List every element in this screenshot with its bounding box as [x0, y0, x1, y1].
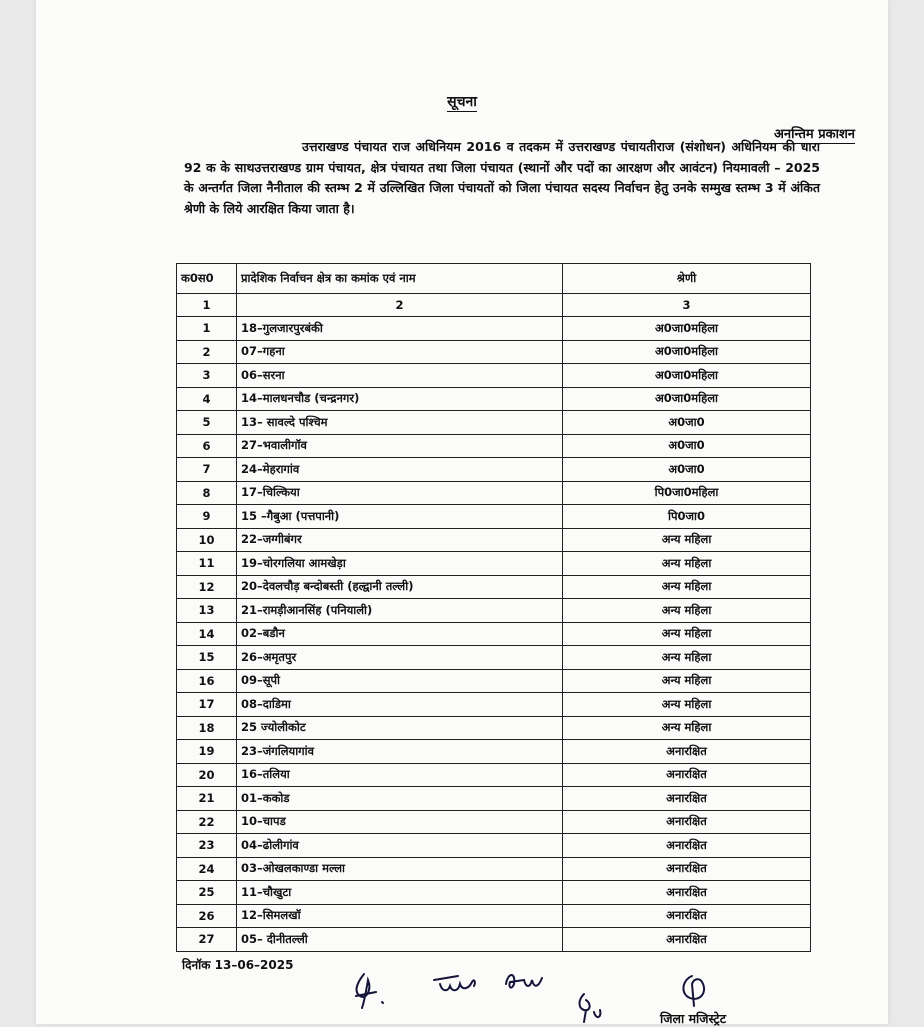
serial-number-cell: 22: [177, 810, 237, 834]
constituency-cell: 12–सिमलखॉ: [237, 904, 563, 928]
serial-number-cell: 18: [177, 716, 237, 740]
category-cell: अनारक्षित: [563, 928, 811, 952]
category-cell: अनारक्षित: [563, 740, 811, 764]
constituency-cell: 01–ककोड: [237, 787, 563, 811]
constituency-cell: 17–चिल्किया: [237, 481, 563, 505]
notice-date: दिनॉक 13–06–2025: [182, 958, 294, 972]
table-row: [177, 810, 811, 834]
category-cell: पि0जा0महिला: [563, 481, 811, 505]
table-row: [177, 928, 811, 952]
constituency-cell: 02–बडौन: [237, 622, 563, 646]
table-row: [177, 599, 811, 623]
category-cell: अनारक्षित: [563, 810, 811, 834]
serial-number-cell: 14: [177, 622, 237, 646]
constituency-cell: 13– सावल्दे पश्चिम: [237, 411, 563, 435]
serial-number-cell: 2: [177, 340, 237, 364]
table-row: [177, 716, 811, 740]
table-row: [177, 481, 811, 505]
table-header-row: [177, 264, 811, 294]
table-row: [177, 434, 811, 458]
serial-number-cell: 7: [177, 458, 237, 482]
category-cell: अन्य महिला: [563, 646, 811, 670]
serial-number-cell: 21: [177, 787, 237, 811]
constituency-cell: 10–चापड: [237, 810, 563, 834]
constituency-cell: 08–दाडिमा: [237, 693, 563, 717]
category-cell: अ0जा0: [563, 411, 811, 435]
category-cell: अनारक्षित: [563, 787, 811, 811]
serial-number-cell: 26: [177, 904, 237, 928]
constituency-cell: 25 ज्योलीकोट: [237, 716, 563, 740]
table-row: [177, 317, 811, 341]
header-category: श्रेणी: [563, 264, 811, 294]
table-row: [177, 552, 811, 576]
signature-4: [570, 990, 614, 1024]
table-row: [177, 693, 811, 717]
table-row: [177, 669, 811, 693]
category-cell: अनारक्षित: [563, 904, 811, 928]
serial-number-cell: 19: [177, 740, 237, 764]
serial-number-cell: 11: [177, 552, 237, 576]
table-row: [177, 763, 811, 787]
table-row: [177, 387, 811, 411]
table-row: [177, 881, 811, 905]
notice-title: सूचना: [447, 94, 477, 110]
category-cell: अन्य महिला: [563, 693, 811, 717]
table-row: [177, 787, 811, 811]
table-row: [177, 575, 811, 599]
constituency-cell: 20–देवलचौड़ बन्दोबस्ती (हल्द्वानी तल्ली): [237, 575, 563, 599]
serial-number-cell: 24: [177, 857, 237, 881]
constituency-cell: 06–सरना: [237, 364, 563, 388]
constituency-cell: 19–चोरगलिया आमखेड़ा: [237, 552, 563, 576]
table-row: [177, 458, 811, 482]
table-row: [177, 340, 811, 364]
signature-2: [428, 962, 482, 1002]
constituency-cell: 23–जंगलियागांव: [237, 740, 563, 764]
serial-number-cell: 17: [177, 693, 237, 717]
category-cell: अनारक्षित: [563, 763, 811, 787]
serial-number-cell: 13: [177, 599, 237, 623]
table-row: [177, 505, 811, 529]
table-column-number-row: [177, 294, 811, 317]
column-number-3: 3: [563, 294, 811, 317]
signature-1: [346, 962, 396, 1012]
constituency-cell: 11–चौखुटा: [237, 881, 563, 905]
constituency-cell: 03–ओखलकाण्डा मल्ला: [237, 857, 563, 881]
constituency-cell: 07–गहना: [237, 340, 563, 364]
serial-number-cell: 25: [177, 881, 237, 905]
constituency-cell: 26–अमृतपुर: [237, 646, 563, 670]
constituency-cell: 15 –गैबुआ (पत्तपानी): [237, 505, 563, 529]
category-cell: अनारक्षित: [563, 881, 811, 905]
reservation-table: [176, 263, 811, 952]
serial-number-cell: 10: [177, 528, 237, 552]
table-row: [177, 740, 811, 764]
serial-number-cell: 15: [177, 646, 237, 670]
constituency-cell: 04–ढोलीगांव: [237, 834, 563, 858]
notice-subtitle: अनन्तिम प्रकाशन: [773, 127, 855, 142]
category-cell: अ0जा0महिला: [563, 317, 811, 341]
column-number-1: 1: [177, 294, 237, 317]
table-row: [177, 364, 811, 388]
category-cell: अ0जा0: [563, 458, 811, 482]
serial-number-cell: 27: [177, 928, 237, 952]
column-number-2: 2: [237, 294, 563, 317]
table-row: [177, 411, 811, 435]
notice-intro-paragraph: उत्तराखण्ड पंचायत राज अधिनियम 2016 व तदकम में उत्तराखण्ड पंचायतीराज (संशोधन) अधिनियम की धारा 92 क के साथउत्तराखण्ड ग्राम पंचायत, क्षेत्र पंचायत तथा जिला पंचायत (स्थानों और पदों का आरक्षण और आवंटन) नियमावली – 2025 के अन्तर्गत जिला नैनीताल की स्तम्भ 2 में उल्लिखित जिला पंचायतों को जिला पंचायत सदस्य निर्वाचन हेतु उनके सम्मुख स्तम्भ 3 में अंकित श्रेणी के लिये आरक्षित किया जाता है।: [184, 139, 820, 216]
category-cell: अ0जा0: [563, 434, 811, 458]
constituency-cell: 22–जग्गीबंगर: [237, 528, 563, 552]
serial-number-cell: 5: [177, 411, 237, 435]
serial-number-cell: 9: [177, 505, 237, 529]
category-cell: अन्य महिला: [563, 622, 811, 646]
table-row: [177, 646, 811, 670]
category-cell: अ0जा0महिला: [563, 387, 811, 411]
district-magistrate-signature: [674, 970, 718, 1010]
serial-number-cell: 4: [177, 387, 237, 411]
category-cell: अन्य महिला: [563, 599, 811, 623]
category-cell: अ0जा0महिला: [563, 340, 811, 364]
table-row: [177, 857, 811, 881]
category-cell: अन्य महिला: [563, 552, 811, 576]
constituency-cell: 05– दीनीतल्ली: [237, 928, 563, 952]
signature-3: [500, 962, 554, 1002]
constituency-cell: 14–मालधनचौड (चन्द्रनगर): [237, 387, 563, 411]
category-cell: अन्य महिला: [563, 669, 811, 693]
category-cell: पि0जा0: [563, 505, 811, 529]
constituency-cell: 27–भवालीगॉव: [237, 434, 563, 458]
table-row: [177, 528, 811, 552]
header-constituency: प्रादेशिक निर्वाचन क्षेत्र का कमांक एवं नाम: [237, 264, 563, 294]
serial-number-cell: 23: [177, 834, 237, 858]
serial-number-cell: 12: [177, 575, 237, 599]
constituency-cell: 21–रामड़ीआनसिंह (पनियाली): [237, 599, 563, 623]
category-cell: अ0जा0महिला: [563, 364, 811, 388]
category-cell: अन्य महिला: [563, 528, 811, 552]
serial-number-cell: 20: [177, 763, 237, 787]
table-row: [177, 834, 811, 858]
serial-number-cell: 1: [177, 317, 237, 341]
constituency-cell: 24–मेहरागांव: [237, 458, 563, 482]
designation-district-magistrate: जिला मजिस्ट्रेट: [660, 1011, 727, 1026]
serial-number-cell: 6: [177, 434, 237, 458]
table-row: [177, 622, 811, 646]
constituency-cell: 09–सूपी: [237, 669, 563, 693]
constituency-cell: 18–गुलजारपुरबंकी: [237, 317, 563, 341]
table-row: [177, 904, 811, 928]
serial-number-cell: 3: [177, 364, 237, 388]
constituency-cell: 16–तलिया: [237, 763, 563, 787]
serial-number-cell: 8: [177, 481, 237, 505]
category-cell: अनारक्षित: [563, 857, 811, 881]
category-cell: अनारक्षित: [563, 834, 811, 858]
header-serial-number: क0स0: [177, 264, 237, 294]
category-cell: अन्य महिला: [563, 716, 811, 740]
serial-number-cell: 16: [177, 669, 237, 693]
category-cell: अन्य महिला: [563, 575, 811, 599]
